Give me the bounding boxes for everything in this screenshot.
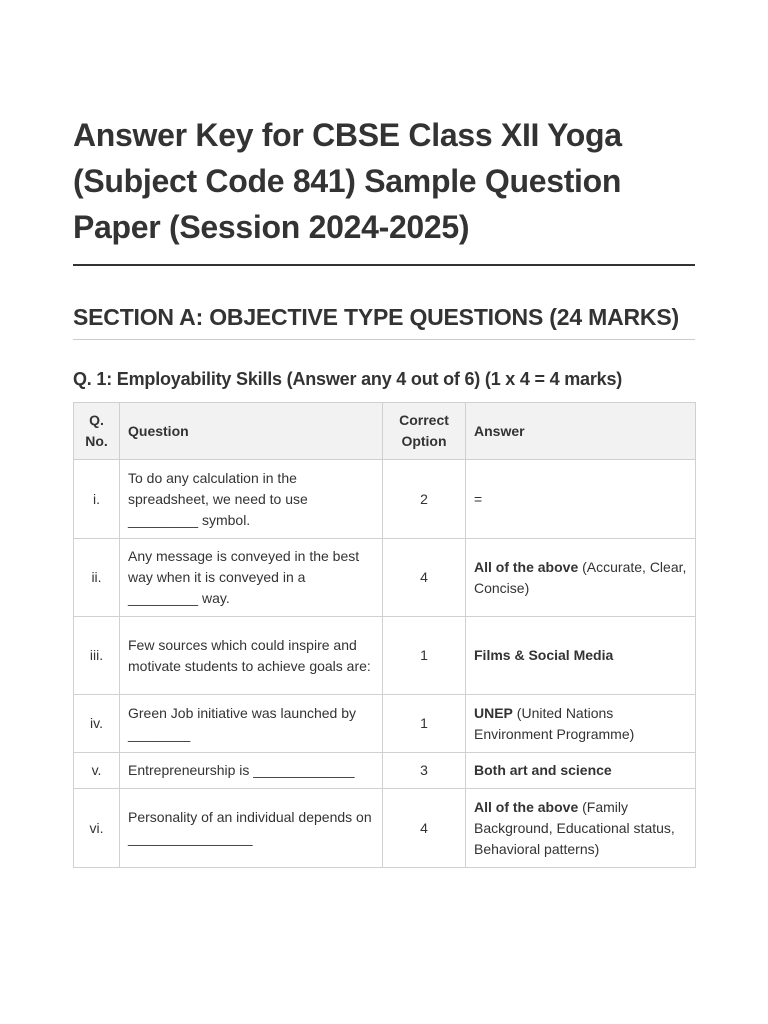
row-answer xyxy=(466,753,696,789)
row-answer xyxy=(466,539,696,617)
answer-bold-text: UNEP xyxy=(474,704,513,721)
row-correct-option: 1 xyxy=(383,617,466,695)
row-number: ii. xyxy=(74,539,120,617)
row-answer xyxy=(466,460,696,539)
row-number: iii. xyxy=(74,617,120,695)
row-question: To do any calculation in the spreadsheet, we need to use _________ symbol. xyxy=(120,460,383,539)
row-correct-option: 4 xyxy=(383,789,466,868)
answer-bold-text: All of the above xyxy=(474,558,579,575)
table-row xyxy=(74,460,696,539)
document-title: Answer Key for CBSE Class XII Yoga (Subject Code 841) Sample Question Paper (Session 2024-2025) xyxy=(73,112,695,266)
answer-detail-text: (Family Background, Educational status, Behavioral patterns) xyxy=(474,798,675,857)
table-header-row xyxy=(74,403,696,460)
row-answer xyxy=(466,617,696,695)
row-correct-option: 3 xyxy=(383,753,466,789)
header-answer: Answer xyxy=(466,403,696,460)
row-answer xyxy=(466,789,696,868)
row-correct-option: 4 xyxy=(383,539,466,617)
table-row xyxy=(74,789,696,868)
question-heading: Q. 1: Employability Skills (Answer any 4 out of 6) (1 x 4 = 4 marks) xyxy=(73,369,623,389)
row-number: vi. xyxy=(74,789,120,868)
header-correct-option: Correct Option xyxy=(383,403,466,460)
answer-detail-text: (Accurate, Clear, Concise) xyxy=(474,558,687,596)
answer-bold-text: Both art and science xyxy=(474,762,612,778)
table-row xyxy=(74,695,696,753)
row-number: iv. xyxy=(74,695,120,753)
answer-key-table xyxy=(73,402,696,868)
row-number: v. xyxy=(74,753,120,789)
row-correct-option: 2 xyxy=(383,460,466,539)
table-row xyxy=(74,539,696,617)
table-row xyxy=(74,753,696,789)
answer-detail-text: = xyxy=(474,490,483,507)
answer-detail-text: (United Nations Environment Programme) xyxy=(474,704,635,742)
answer-bold-text: All of the above xyxy=(474,798,579,815)
row-correct-option: 1 xyxy=(383,695,466,753)
section-heading: SECTION A: OBJECTIVE TYPE QUESTIONS (24 MARKS) xyxy=(73,301,695,340)
row-question: Entrepreneurship is _____________ xyxy=(120,753,383,789)
row-answer xyxy=(466,695,696,753)
answer-bold-text: Films & Social Media xyxy=(474,647,614,663)
row-question: Green Job initiative was launched by ________ xyxy=(120,695,383,753)
header-qno: Q. No. xyxy=(74,403,120,460)
row-question: Few sources which could inspire and motivate students to achieve goals are: xyxy=(120,617,383,695)
header-question: Question xyxy=(120,403,383,460)
table-row xyxy=(74,617,696,695)
row-question: Any message is conveyed in the best way when it is conveyed in a _________ way. xyxy=(120,539,383,617)
document-page xyxy=(73,112,695,868)
row-question: Personality of an individual depends on ________________ xyxy=(120,789,383,868)
row-number: i. xyxy=(74,460,120,539)
